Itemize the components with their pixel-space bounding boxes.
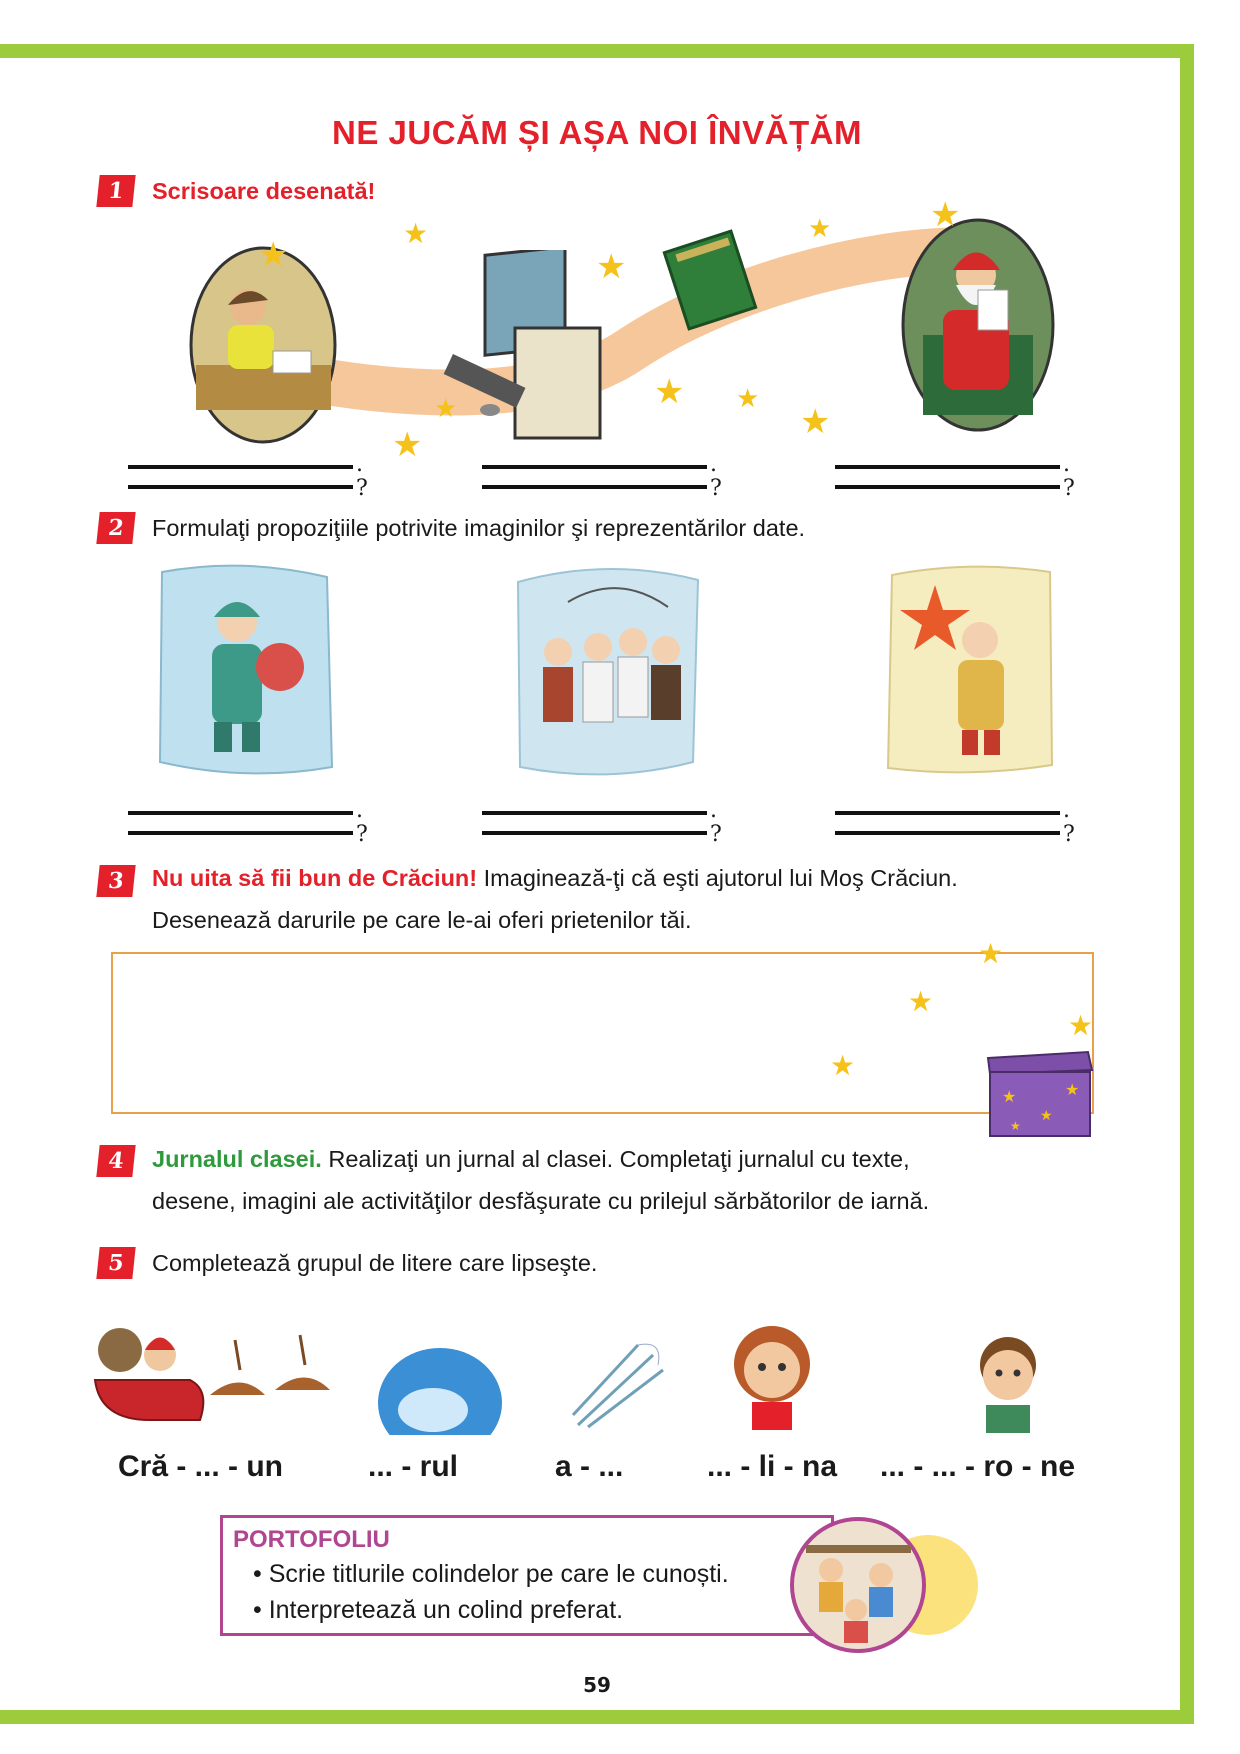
portfolio-item: • Interpretează un colind preferat. <box>253 1596 624 1624</box>
star-icon: ★ <box>434 393 458 423</box>
drawing-area[interactable] <box>111 952 1094 1114</box>
sky-illustration <box>378 1345 503 1435</box>
girl-illustration <box>728 1322 816 1432</box>
answer-lines[interactable]: . ? <box>482 808 722 858</box>
needles-illustration <box>568 1335 668 1435</box>
task-5-text: Completează grupul de litere care lipseşte. <box>152 1250 598 1276</box>
task-number-3: 3 <box>96 865 135 897</box>
task-4-label: Jurnalul clasei. <box>152 1146 322 1172</box>
book-illustration <box>660 225 770 335</box>
page-frame-bottom <box>0 1710 1194 1724</box>
missing-letters-word[interactable]: ... - rul <box>368 1450 458 1483</box>
star-icon: ★ <box>1068 1010 1094 1041</box>
missing-letters-word[interactable]: a - ... <box>555 1450 624 1483</box>
answer-lines[interactable]: . ? <box>482 462 722 512</box>
svg-text:★: ★ <box>1040 1108 1053 1124</box>
task-number-1: 1 <box>96 175 135 207</box>
task-number-2: 2 <box>96 512 135 544</box>
page-number: 59 <box>583 1673 611 1697</box>
task-2-text: Formulaţi propoziţiile potrivite imaginilor şi reprezentărilor date. <box>152 515 806 541</box>
child-caroler-illustration <box>152 562 337 780</box>
page-title: NE JUCĂM ȘI AȘA NOI ÎNVĂȚĂM <box>332 114 862 151</box>
star-icon: ★ <box>736 383 760 413</box>
gift-box-icon <box>980 1040 1098 1140</box>
boy-illustration <box>968 1330 1048 1435</box>
classroom-illustration <box>786 1515 931 1655</box>
star-icon: ★ <box>654 373 685 411</box>
task-4-text-2: desene, imagini ale activităţilor desfăşurate cu prilejul sărbătorilor de iarnă. <box>152 1188 930 1214</box>
star-icon: ★ <box>392 426 423 464</box>
portfolio-box <box>220 1515 834 1636</box>
santa-reading-illustration <box>898 215 1058 435</box>
star-icon: ★ <box>930 196 961 234</box>
star-icon: ★ <box>403 218 429 249</box>
svg-text:★: ★ <box>1065 1080 1080 1099</box>
task-4-line-1 <box>152 1138 910 1180</box>
child-writing-illustration <box>188 245 338 445</box>
answer-lines[interactable]: . ? <box>835 808 1075 858</box>
santa-sleigh-illustration <box>90 1310 340 1440</box>
task-4-text: Realizaţi un jurnal al clasei. Completaţi jurnalul cu texte, <box>328 1146 910 1172</box>
task-1-label: Scrisoare desenată! <box>152 178 376 204</box>
task-number-4: 4 <box>96 1145 135 1177</box>
answer-lines[interactable]: . ? <box>835 462 1075 512</box>
task-3-text-2: Desenează darurile pe care le-ai oferi prietenilor tăi. <box>152 907 692 933</box>
svg-text:★: ★ <box>1002 1087 1017 1106</box>
answer-lines[interactable]: . ? <box>128 808 368 858</box>
star-icon: ★ <box>978 938 1004 969</box>
task-3-text: Imaginează-ţi că eşti ajutorul lui Moş Crăciun. <box>483 865 958 891</box>
star-icon: ★ <box>258 236 289 274</box>
star-icon: ★ <box>830 1050 856 1081</box>
page-frame-right <box>1180 44 1194 1724</box>
star-icon: ★ <box>808 213 832 243</box>
task-3-label: Nu uita să fii bun de Crăciun! <box>152 865 478 891</box>
task-3-line-1 <box>152 857 958 899</box>
answer-lines[interactable]: . ? <box>128 462 368 512</box>
missing-letters-word[interactable]: ... - ... - ro - ne <box>880 1450 1075 1483</box>
portfolio-item: • Scrie titlurile colindelor pe care le cunoști. <box>253 1560 729 1588</box>
missing-letters-word[interactable]: ... - li - na <box>707 1450 838 1483</box>
page-frame-top <box>0 44 1194 58</box>
star-icon: ★ <box>908 986 934 1017</box>
portfolio-heading: PORTOFOLIU <box>233 1526 390 1553</box>
star-icon: ★ <box>596 248 627 286</box>
missing-letters-word[interactable]: Cră - ... - un <box>118 1450 283 1483</box>
svg-text:★: ★ <box>1010 1119 1021 1133</box>
carolers-group-illustration <box>508 562 708 782</box>
star-icon: ★ <box>800 403 831 441</box>
star-caroler-illustration <box>880 560 1060 780</box>
task-number-5: 5 <box>96 1247 135 1279</box>
